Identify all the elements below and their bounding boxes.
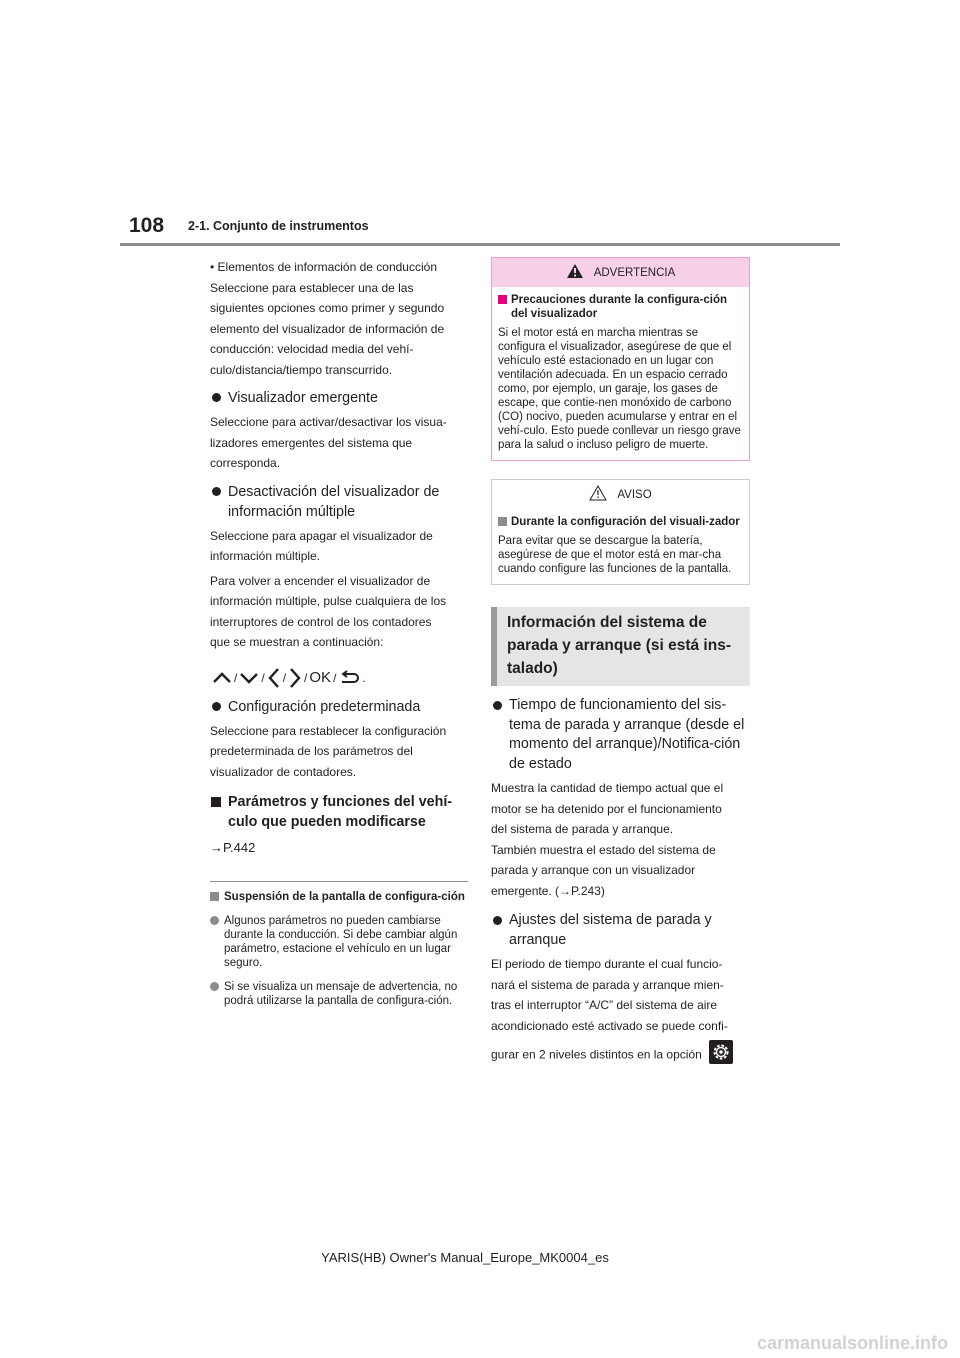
control-switches-row [212,667,468,689]
note-divider [210,881,468,882]
separator: / [261,670,265,685]
gear-icon [709,1040,733,1071]
chevron-left-icon [267,667,281,689]
warning-text: Si el motor está en marcha mientras se configura el visualizador, asegúrese de que el vehículo esté estacionado en un lugar con ventilación adecuada. En un espacio cerrado como, por ejemplo, un garaje, los gases de escape, que contie-nen monóxido de carbono (CO) nocivo, pueden acumularse y entrar en el vehí-culo. Esto puede conllevar un riesgo grave para la salud o incluso peligro de muerte. [498,327,741,451]
footer-text: YARIS(HB) Owner's Manual_Europe_MK0004_es [321,1250,609,1265]
left-column [210,257,468,1018]
body-line: Seleccione para establecer una de las [210,280,414,295]
body-line: El periodo de tiempo durante el cual funcio- [491,957,723,971]
body-line: nará el sistema de parada y arranque mien- [491,977,724,992]
caution-box [491,479,750,585]
default-heading: Configuración predeterminada [210,697,468,717]
warning-triangle-icon [566,263,584,282]
chevron-right-icon [288,667,302,689]
body-line-text: gurar en 2 niveles distintos en la opción [491,1047,702,1062]
body-line: del sistema de parada y arranque. [491,822,674,836]
body-line: lizadores emergentes del sistema que [210,435,413,450]
body-line: corresponda. [210,456,281,470]
header-divider [120,243,840,246]
caution-text: Para evitar que se descargue la batería, asegúrese de que el motor está en mar-cha cuando configure las funciones de la pantalla. [498,535,732,575]
separator: / [282,670,287,685]
warning-header [492,258,749,287]
settings-heading: Ajustes del sistema de parada y arranque [491,911,750,950]
topic-title: Información del sistema de parada y arranque (si está ins-talado) [491,607,750,686]
caution-label: AVISO [617,488,652,501]
body-line: Seleccione para activar/desactivar los visua- [210,415,447,429]
body-line: información múltiple, pulse cualquiera de los [210,594,447,608]
section-title: 2-1. Conjunto de instrumentos [188,219,369,233]
body-line: interruptores de control de los contadores [210,614,432,629]
body-line: Seleccione para apagar el visualizador de [210,528,433,543]
body-line: acondicionado esté activado se puede confi- [491,1018,728,1033]
warning-heading: Precauciones durante la configura-ción del visualizador [498,293,743,321]
body-line: conducción: velocidad media del vehí- [210,342,414,356]
body-line: motor se ha detenido por el funcionamiento [491,801,722,816]
body-line: visualizador de contadores. [210,764,357,779]
body-line: tras el interruptor “A/C” del sistema de aire [491,998,718,1012]
driving-info-item: • Elementos de información de conducción [210,260,437,274]
page-reference: →P.442 [210,840,256,855]
page-number: 108 [129,214,165,237]
period: . [362,670,366,685]
body-line: predeterminada de los parámetros del [210,744,413,758]
body-line: Para volver a encender el visualizador de [210,573,431,588]
chevron-down-icon [239,671,259,685]
separator: / [333,670,337,685]
note-heading: Suspensión de la pantalla de configura-ción [210,890,468,904]
back-icon [338,670,360,686]
ok-label: OK [309,669,332,686]
footer [0,1250,960,1265]
params-heading: Parámetros y funciones del vehí-culo que pueden modificarse [210,792,468,832]
body-line: que se muestran a continuación: [210,635,384,649]
body-line-last [491,1040,750,1071]
body-line: culo/distancia/tiempo transcurrido. [210,362,393,377]
body-line: información múltiple. [210,549,321,563]
caution-heading: Durante la configuración del visuali-zador [498,515,743,529]
note-item: Algunos parámetros no pueden cambiarse durante la conducción. Si debe cambiar algún parámetro, estacione el vehículo en un lugar seguro. [210,914,468,970]
warning-box [491,257,750,461]
body-line: elemento del visualizador de información de [210,321,445,336]
caution-header [492,480,749,509]
chevron-up-icon [212,671,232,685]
body-line: parada y arranque con un visualizador [491,863,696,877]
separator: / [234,670,238,685]
right-column [491,257,750,1071]
note-item: Si se visualiza un mensaje de advertencia, no podrá utilizarse la pantalla de configura-ción. [210,980,468,1008]
body-line: siguientes opciones como primer y segundo [210,301,445,315]
runtime-heading: Tiempo de funcionamiento del sis-tema de parada y arranque (desde el momento del arranque)/Notifica-ción de estado [491,696,750,774]
body-line: emergente. (→P.243) [491,883,605,898]
body-line: Seleccione para restablecer la configuración [210,723,447,738]
caution-triangle-icon [589,485,607,504]
popup-heading: Visualizador emergente [210,388,468,408]
separator: / [304,670,308,685]
warning-label: ADVERTENCIA [593,266,676,279]
deactivate-heading: Desactivación del visualizador de información múltiple [210,482,468,522]
body-line: Muestra la cantidad de tiempo actual que el [491,781,724,795]
watermark: carmanualsonline.info [756,1333,948,1353]
body-line: También muestra el estado del sistema de [491,842,716,857]
